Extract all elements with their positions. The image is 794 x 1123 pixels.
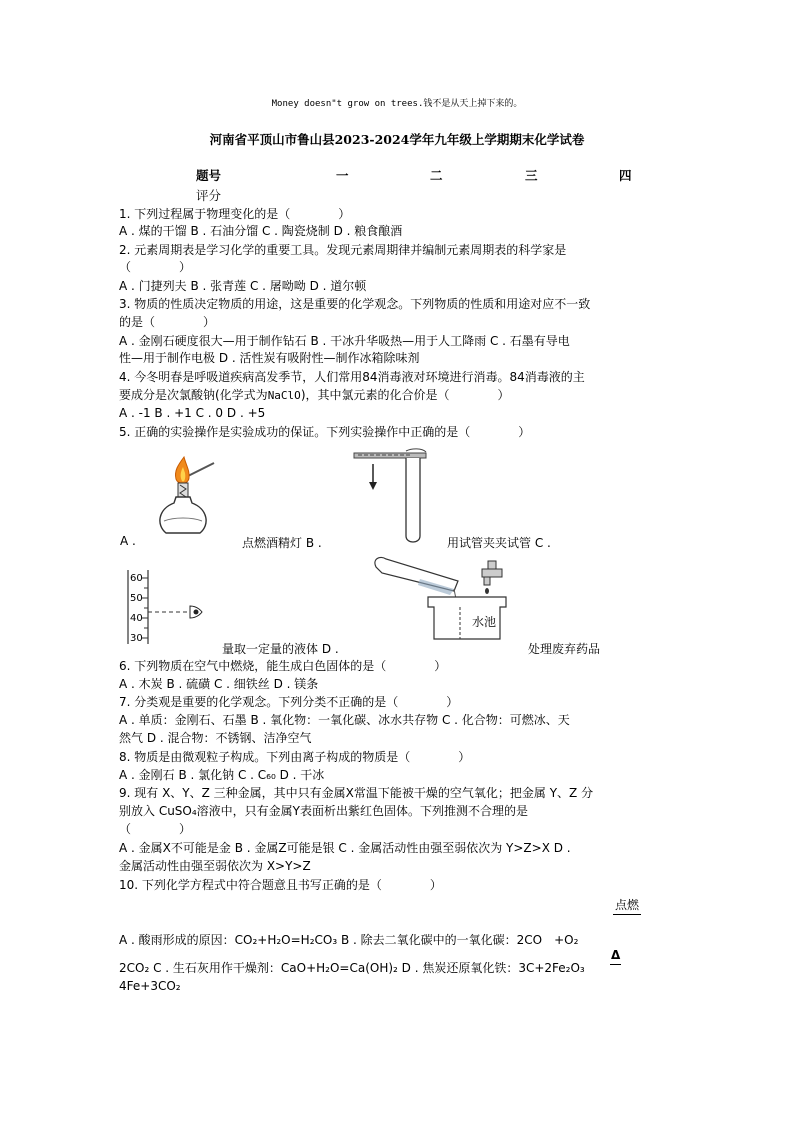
- question-9-options-line1: A . 金属X不可能是金 B . 金属Z可能是银 C . 金属活动性由强至弱依次为 Y>Z>X D .: [119, 841, 571, 855]
- question-3-options-line1: A . 金刚石硬度很大—用于制作钻石 B . 干冰升华吸热—用于人工降雨 C . 石墨有导电: [119, 334, 570, 348]
- question-2-options: A . 门捷列夫 B . 张青莲 C . 屠呦呦 D . 道尔顿: [119, 279, 367, 293]
- question-4-formula: NaClO: [267, 389, 301, 402]
- question-3-stem-line1: 3. 物质的性质决定物质的用途，这是重要的化学观念。下列物质的性质和用途对应不一致: [119, 297, 591, 311]
- page-motto: Money doesn"t grow on trees.钱不是从天上掉下来的。: [271, 99, 523, 109]
- question-5-stem: 5. 正确的实验操作是实验成功的保证。下列实验操作中正确的是（ ）: [119, 425, 531, 439]
- score-table-row-label: 题号: [196, 168, 222, 183]
- question-6-options: A . 木炭 B . 硫磺 C . 细铁丝 D . 镁条: [119, 677, 319, 691]
- score-row-label: 评分: [196, 188, 222, 203]
- cylinder-tick-30: 30: [130, 633, 143, 644]
- question-10-stem: 10. 下列化学方程式中符合题意且书写正确的是（ ）: [119, 878, 442, 892]
- question-9-stem-line1: 9. 现有 X、Y、Z 三种金属，其中只有金属X常温下能被干燥的空气氧化；把金属 Y、Z 分: [119, 786, 594, 800]
- question-10-options-line1: A . 酸雨形成的原因：CO₂+H₂O=H₂CO₃ B . 除去二氧化碳中的一氧化碳：2CO +O₂: [119, 933, 579, 947]
- question-7-options-line2: 然气 D . 混合物：不锈钢、洁净空气: [119, 731, 312, 745]
- caption-b: 用试管夹夹试管 C .: [447, 536, 551, 550]
- question-3-options-line2: 性—用于制作电极 D . 活性炭有吸附性—制作冰箱除味剂: [119, 351, 420, 365]
- question-2-paren: （ ）: [119, 260, 192, 274]
- question-9-stem-line2: 别放入 CuSO₄溶液中，只有金属Y表面析出紫红色固体。下列推测不合理的是: [119, 804, 529, 818]
- waste-sink-image: [370, 555, 520, 645]
- question-4-stem-part2: )，其中氯元素的化合价是（ ）: [300, 388, 510, 402]
- question-4-stem-line1: 4. 今冬明春是呼吸道疾病高发季节，人们常用84消毒液对环境进行消毒。84消毒液的主: [119, 370, 585, 384]
- score-col-1: 一: [336, 168, 349, 183]
- cylinder-tick-40: 40: [130, 613, 143, 624]
- question-8-options: A . 金刚石 B . 氯化钠 C . C₆₀ D . 干冰: [119, 768, 325, 782]
- question-10-options-line3: 4Fe+3CO₂: [119, 979, 181, 993]
- cylinder-tick-60: 60: [130, 573, 143, 584]
- score-col-3: 三: [525, 168, 538, 183]
- test-tube-clamp-image: [352, 448, 432, 543]
- question-2-stem: 2. 元素周期表是学习化学的重要工具。发现元素周期律并编制元素周期表的科学家是: [119, 243, 567, 257]
- question-6-stem: 6. 下列物质在空气中燃烧，能生成白色固体的是（ ）: [119, 659, 447, 673]
- cylinder-tick-50: 50: [130, 593, 143, 604]
- question-9-paren: （ ）: [119, 822, 192, 836]
- sink-label: 水池: [472, 615, 497, 629]
- reaction-condition-ignite: 点燃: [613, 897, 641, 915]
- question-7-stem: 7. 分类观是重要的化学观念。下列分类不正确的是（ ）: [119, 695, 459, 709]
- question-8-stem: 8. 物质是由微观粒子构成。下列由离子构成的物质是（ ）: [119, 750, 471, 764]
- option-a-label: A .: [120, 534, 136, 548]
- question-10-options-line2: 2CO₂ C . 生石灰用作干燥剂：CaO+H₂O=Ca(OH)₂ D . 焦炭还原氧化铁：3C+2Fe₂O₃: [119, 961, 585, 975]
- caption-c: 量取一定量的液体 D .: [222, 642, 339, 656]
- question-4-stem-line2: [119, 387, 510, 404]
- question-7-options-line1: A . 单质：金刚石、石墨 B . 氧化物：一氧化碳、冰水共存物 C . 化合物：可燃冰、天: [119, 713, 570, 727]
- question-3-stem-line2: 的是（ ）: [119, 315, 216, 329]
- question-1-stem: 1. 下列过程属于物理变化的是（ ）: [119, 207, 351, 221]
- question-4-stem-part1: 要成分是次氯酸钠(化学式为: [119, 388, 268, 402]
- caption-a: 点燃酒精灯 B .: [242, 536, 322, 550]
- exam-title: 河南省平顶山市鲁山县2023-2024学年九年级上学期期末化学试卷: [209, 132, 585, 147]
- score-col-2: 二: [430, 168, 443, 183]
- caption-d: 处理废弃药品: [528, 642, 601, 656]
- score-col-4: 四: [619, 168, 632, 183]
- alcohol-lamp-image: [148, 455, 218, 540]
- reaction-condition-heat: Δ: [610, 947, 621, 965]
- question-1-options: A . 煤的干馏 B . 石油分馏 C . 陶瓷烧制 D . 粮食酿酒: [119, 224, 403, 238]
- question-4-options: A . -1 B . +1 C . 0 D . +5: [119, 406, 266, 420]
- question-9-options-line2: 金属活动性由强至弱依次为 X>Y>Z: [119, 859, 311, 873]
